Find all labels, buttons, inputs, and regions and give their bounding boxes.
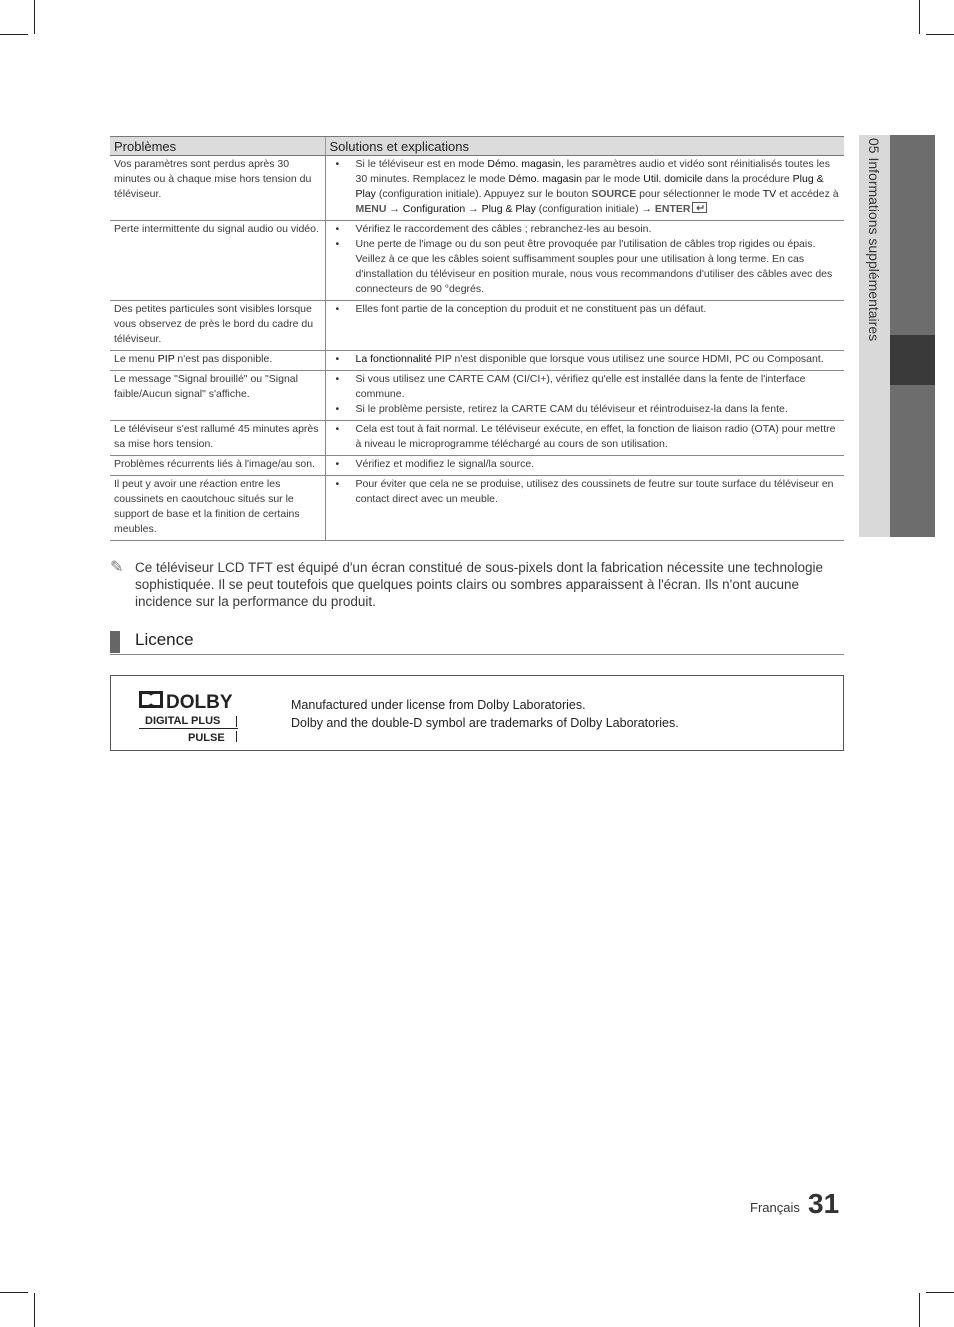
solution-item: • Cela est tout à fait normal. Le téléviseur exécute, en effet, la fonction de liaison radio (OTA) pour mettre à niveau le microprogramme téléchargé au cours de son utilisation.	[336, 422, 841, 452]
licence-line: Dolby and the double-D symbol are trademarks of Dolby Laboratories.	[291, 716, 679, 730]
solution-cell	[325, 351, 844, 371]
table-row	[110, 421, 844, 456]
crop-mark	[34, 0, 35, 34]
problem-cell: Le message "Signal brouillé" ou "Signal faible/Aucun signal" s'affiche.	[110, 371, 325, 421]
solution-item: • Si le problème persiste, retirez la CARTE CAM du téléviseur et réintroduisez-la dans la fente.	[336, 402, 841, 417]
table-row	[110, 371, 844, 421]
footer-language: Français	[750, 1200, 800, 1215]
solution-item: • Une perte de l'image ou du son peut être provoquée par l'utilisation de câbles trop rigides ou épais. Veillez à ce que les câbles soient suffisamment souples pour une utilisation à long terme. En cas d'installation du téléviseur en position murale, nous vous recommandons d'utiliser des câbles avec des connecteurs de 90 °degrés.	[336, 237, 841, 297]
troubleshooting-table	[110, 136, 844, 541]
problem-cell: Perte intermittente du signal audio ou vidéo.	[110, 221, 325, 301]
problem-cell: Le menu PIP n'est pas disponible.	[110, 351, 325, 371]
solution-cell	[325, 371, 844, 421]
solution-item: • Elles font partie de la conception du produit et ne constituent pas un défaut.	[336, 302, 841, 317]
section-heading	[110, 630, 844, 655]
crop-mark	[34, 1293, 35, 1327]
dolby-logo	[138, 688, 240, 744]
crop-mark	[926, 34, 954, 35]
chapter-label: 05 Informations supplémentaires	[866, 138, 882, 342]
solution-cell	[325, 421, 844, 456]
solution-item: • Si le téléviseur est en mode Démo. magasin, les paramètres audio et vidéo sont réinitialisés toutes les 30 minutes. Remplacez le mode Démo. magasin par le mode Util. domicile dans la procédure Plug & Play (configuration initiale). Appuyez sur le bouton SOURCE pour sélectionner le mode TV et accédez à MENU → Configuration → Plug & Play (configuration initiale) → ENTER	[336, 157, 841, 217]
table-row	[110, 301, 844, 351]
heading-bar	[110, 631, 120, 653]
problem-cell: Problèmes récurrents liés à l'image/au son.	[110, 456, 325, 476]
table-header-row	[110, 137, 844, 156]
problem-cell: Le téléviseur s'est rallumé 45 minutes après sa mise hors tension.	[110, 421, 325, 456]
crop-mark	[926, 1292, 954, 1293]
solution-cell	[325, 301, 844, 351]
side-tab-marker	[890, 335, 935, 385]
problem-cell: Vos paramètres sont perdus après 30 minutes ou à chaque mise hors tension du téléviseur.	[110, 156, 325, 221]
licence-line: Manufactured under license from Dolby Laboratories.	[291, 698, 586, 712]
solution-item: • Vérifiez le raccordement des câbles ; rebranchez-les au besoin.	[336, 222, 841, 237]
crop-mark	[919, 1293, 920, 1327]
solution-item: • Pour éviter que cela ne se produise, utilisez des coussinets de feutre sur toute surface du téléviseur en contact direct avec un meuble.	[336, 477, 841, 507]
note-text: Ce téléviseur LCD TFT est équipé d'un écran constitué de sous-pixels dont la fabrication nécessite une technologie sophistiquée. Il se peut toutefois que quelques points clairs ou sombres apparaissent à l'écran. Ils n'ont aucune incidence sur la performance du produit.	[135, 560, 823, 609]
solution-item: • Si vous utilisez une CARTE CAM (CI/CI+), vérifiez qu'elle est installée dans la fente de l'interface commune.	[336, 372, 841, 402]
crop-mark	[919, 0, 920, 34]
svg-text:PULSE: PULSE	[188, 732, 225, 744]
licence-box	[110, 675, 844, 751]
solution-item: • Vérifiez et modifiez le signal/la source.	[336, 457, 841, 472]
page-number: 31	[808, 1188, 840, 1219]
solution-cell	[325, 156, 844, 221]
table-row	[110, 456, 844, 476]
crop-mark	[0, 34, 28, 35]
problem-cell: Il peut y avoir une réaction entre les coussinets en caoutchouc situés sur le support de base et la finition de certains meubles.	[110, 476, 325, 541]
solution-cell	[325, 221, 844, 301]
column-header-problems: Problèmes	[110, 137, 325, 156]
section-title: Licence	[135, 630, 194, 649]
column-header-solutions: Solutions et explications	[325, 137, 844, 156]
problem-cell: Des petites particules sont visibles lorsque vous observez de près le bord du cadre du téléviseur.	[110, 301, 325, 351]
crop-mark	[0, 1292, 28, 1293]
pencil-note-icon: ✎	[110, 559, 124, 576]
table-row	[110, 476, 844, 541]
enter-icon	[692, 202, 707, 213]
licence-text	[291, 696, 679, 732]
svg-text:DIGITAL PLUS: DIGITAL PLUS	[145, 715, 221, 727]
solution-cell	[325, 476, 844, 541]
solution-cell	[325, 456, 844, 476]
table-row	[110, 351, 844, 371]
note-block	[110, 559, 830, 610]
table-row	[110, 156, 844, 221]
solution-item: • La fonctionnalité PIP n'est disponible que lorsque vous utilisez une source HDMI, PC ou Composant.	[336, 352, 841, 367]
table-row	[110, 221, 844, 301]
svg-text:DOLBY: DOLBY	[166, 692, 233, 713]
